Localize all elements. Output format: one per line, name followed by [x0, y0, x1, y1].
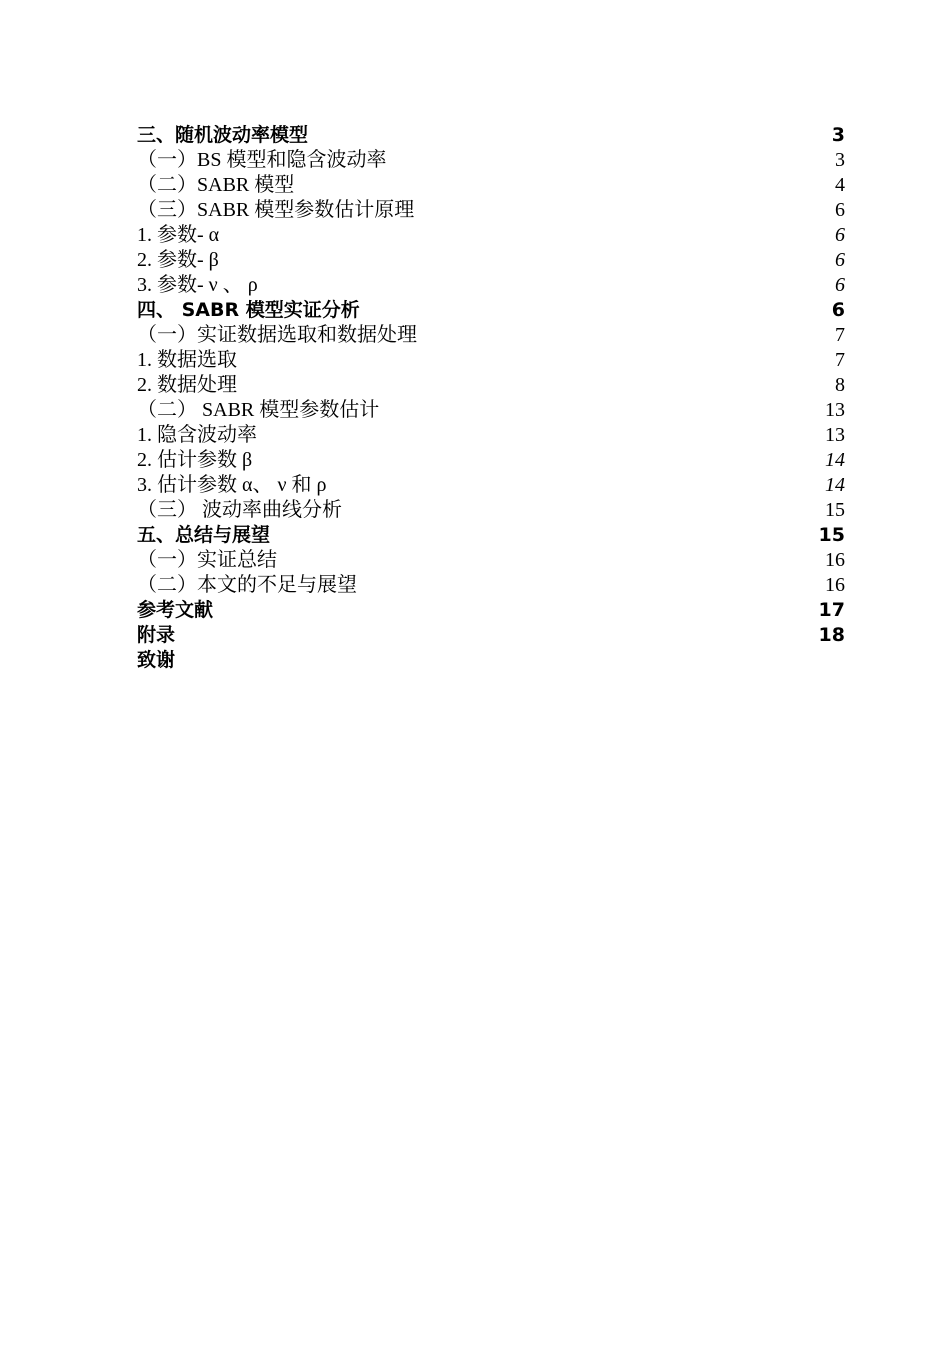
- toc-entry[interactable]: [137, 448, 845, 473]
- toc-entry-page-number: 3: [831, 124, 845, 146]
- toc-entry-page-number: 13: [825, 424, 845, 446]
- toc-entry-page-number: 3: [835, 149, 845, 171]
- toc-entry[interactable]: [137, 223, 845, 248]
- toc-entry[interactable]: [137, 273, 845, 298]
- toc-entry-title: 致谢: [137, 649, 176, 671]
- toc-entry[interactable]: [137, 323, 845, 348]
- toc-entry-page-number: 15: [825, 499, 845, 521]
- toc-entry-title: （一）实证总结: [137, 549, 277, 571]
- toc-entry[interactable]: [137, 373, 845, 398]
- toc-entry-title: （三） 波动率曲线分析: [137, 499, 342, 521]
- toc-entry-title: 1. 隐含波动率: [137, 424, 257, 446]
- toc-entry-title: 参考文献: [137, 599, 214, 621]
- toc-entry[interactable]: [137, 523, 845, 548]
- toc-entry[interactable]: [137, 148, 845, 173]
- toc-entry-page-number: 6: [835, 224, 845, 246]
- toc-entry-page-number: 6: [831, 299, 845, 321]
- toc-entry-page-number: 16: [825, 549, 845, 571]
- toc-entry-page-number: 7: [835, 349, 845, 371]
- toc-entry-page-number: 6: [835, 199, 845, 221]
- toc-entry-title: （一）实证数据选取和数据处理: [137, 324, 417, 346]
- toc-entry-title: 1. 数据选取: [137, 349, 237, 371]
- toc-entry-title: 2. 数据处理: [137, 374, 237, 396]
- toc-entry[interactable]: [137, 548, 845, 573]
- toc-entry[interactable]: [137, 473, 845, 498]
- toc-entry-page-number: 15: [818, 524, 845, 546]
- toc-entry[interactable]: [137, 498, 845, 523]
- toc-entry-page-number: 6: [835, 249, 845, 271]
- toc-entry-page-number: 18: [818, 624, 845, 646]
- toc-entry-page-number: 17: [818, 599, 845, 621]
- toc-entry[interactable]: [137, 623, 845, 648]
- toc-entry[interactable]: [137, 123, 845, 148]
- toc-entry-page-number: 4: [835, 174, 845, 196]
- toc-entry-page-number: 13: [825, 399, 845, 421]
- toc-entry-title: 3. 参数- ν 、 ρ: [137, 274, 258, 296]
- toc-entry-page-number: 14: [825, 474, 845, 496]
- toc-entry-title: 2. 估计参数 β: [137, 449, 253, 471]
- toc-entry-title: （二）SABR 模型: [137, 174, 295, 196]
- toc-entry-page-number: 7: [835, 324, 845, 346]
- toc-entry-title: 1. 参数- α: [137, 224, 220, 246]
- toc-entry-title: （三）SABR 模型参数估计原理: [137, 199, 415, 221]
- toc-entry-title: （二）本文的不足与展望: [137, 574, 357, 596]
- toc-entry-page-number: 8: [835, 374, 845, 396]
- toc-entry[interactable]: [137, 348, 845, 373]
- toc-entry-title: 2. 参数- β: [137, 249, 219, 271]
- toc-entry[interactable]: [137, 423, 845, 448]
- toc-entry-page-number: 14: [825, 449, 845, 471]
- toc-entry-title: （二） SABR 模型参数估计: [137, 399, 380, 421]
- toc-entry-title: （一）BS 模型和隐含波动率: [137, 149, 387, 171]
- toc-entry[interactable]: [137, 648, 845, 673]
- toc-entry[interactable]: [137, 173, 845, 198]
- toc-entry[interactable]: [137, 248, 845, 273]
- toc-entry-title: 3. 估计参数 α、 ν 和 ρ: [137, 474, 327, 496]
- toc-entry-title: 五、总结与展望: [137, 524, 271, 546]
- toc-entry-page-number: 16: [825, 574, 845, 596]
- toc-entry-page-number: 6: [835, 274, 845, 296]
- toc-entry[interactable]: [137, 573, 845, 598]
- toc-entry[interactable]: [137, 398, 845, 423]
- toc-entry[interactable]: [137, 298, 845, 323]
- toc-entry-title: 四、 SABR 模型实证分析: [137, 299, 360, 321]
- toc-entry-title: 三、随机波动率模型: [137, 124, 309, 146]
- toc-entry[interactable]: [137, 198, 845, 223]
- toc-entry-title: 附录: [137, 624, 176, 646]
- toc-entry[interactable]: [137, 598, 845, 623]
- table-of-contents: [137, 123, 845, 673]
